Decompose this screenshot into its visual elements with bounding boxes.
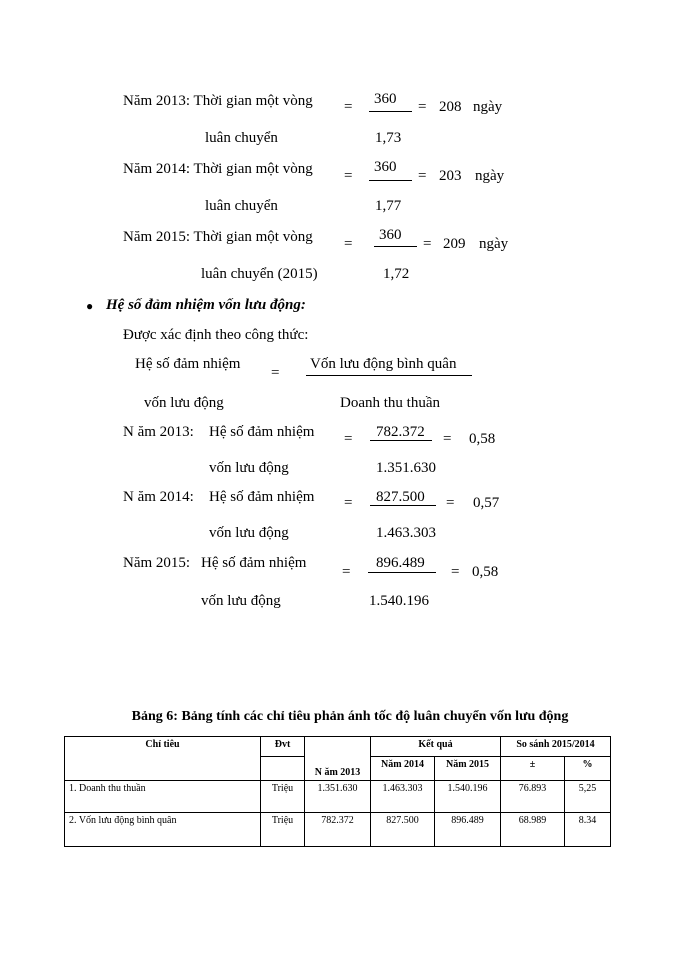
row-unit: Triệu [261, 813, 305, 847]
header-y2015: Năm 2015 [435, 757, 501, 781]
row-pct: 8.34 [565, 813, 611, 847]
turnover-label: Năm 2013: Thời gian một vòng [123, 93, 313, 109]
bullet-icon: ● [86, 299, 94, 313]
header-dvt: Đvt [261, 737, 305, 757]
row-unit: Triệu [261, 781, 305, 813]
row-y2014: 1.463.303 [371, 781, 435, 813]
equals-sign: = [418, 168, 427, 184]
fraction-bar [370, 440, 432, 441]
equals-sign: = [423, 236, 432, 252]
row-name: 1. Doanh thu thuần [65, 781, 261, 813]
row-name: 2. Vốn lưu động bình quân [65, 813, 261, 847]
header-pm: ± [501, 757, 565, 781]
fraction-bar [370, 505, 436, 506]
header-y2014: Năm 2014 [371, 757, 435, 781]
row-pct: 5,25 [565, 781, 611, 813]
result: 203 [439, 168, 462, 184]
row-y2014: 827.500 [371, 813, 435, 847]
fraction-bar [369, 180, 412, 181]
result: 208 [439, 99, 462, 115]
equals-sign: = [443, 431, 452, 447]
coef-label: Hệ số đảm nhiệm [201, 555, 307, 571]
row-diff: 68.989 [501, 813, 565, 847]
row-y2015: 896.489 [435, 813, 501, 847]
unit: ngày [479, 236, 509, 252]
denominator: 1.351.630 [376, 460, 436, 476]
formula-lhs-top: Hệ số đảm nhiệm [135, 356, 241, 372]
row-y2013: 1.351.630 [305, 781, 371, 813]
equals-sign: = [344, 236, 353, 252]
numerator: 896.489 [376, 555, 425, 571]
denominator: 1.463.303 [376, 525, 436, 541]
turnover-sub: luân chuyển [205, 130, 278, 146]
section-heading: Hệ số đảm nhiệm vốn lưu động: [106, 297, 306, 313]
formula-lhs-bottom: vốn lưu động [144, 395, 224, 411]
denominator: 1,72 [383, 266, 410, 282]
equals-sign: = [342, 564, 351, 580]
coef-label: Hệ số đảm nhiệm [209, 424, 315, 440]
formula-denominator: Doanh thu thuần [340, 395, 440, 411]
equals-sign: = [446, 495, 455, 511]
equals-sign: = [451, 564, 460, 580]
denominator: 1,73 [375, 130, 402, 146]
coef-year: N ăm 2014: [123, 489, 194, 505]
header-chitieu: Chỉ tiêu [65, 737, 261, 781]
coef-year: Năm 2015: [123, 555, 191, 571]
numerator: 360 [374, 91, 397, 107]
header-pct: % [565, 757, 611, 781]
equals-sign: = [344, 168, 353, 184]
unit: ngày [473, 99, 503, 115]
fraction-bar [374, 246, 417, 247]
header-ketqua: Kết quả [371, 737, 501, 757]
equals-sign: = [271, 365, 280, 381]
table-row [65, 813, 611, 847]
equals-sign: = [418, 99, 427, 115]
coef-sub: vốn lưu động [209, 460, 289, 476]
fraction-bar [306, 375, 472, 376]
table-caption: Bảng 6: Bảng tính các chỉ tiêu phản ánh tốc độ luân chuyển vốn lưu động [131, 709, 569, 724]
turnover-sub: luân chuyển (2015) [201, 266, 318, 282]
turnover-label: Năm 2014: Thời gian một vòng [123, 161, 313, 177]
coef-sub: vốn lưu động [209, 525, 289, 541]
fraction-bar [368, 572, 436, 573]
row-y2015: 1.540.196 [435, 781, 501, 813]
numerator: 360 [374, 159, 397, 175]
numerator: 360 [379, 227, 402, 243]
denominator: 1,77 [375, 198, 402, 214]
numerator: 782.372 [376, 424, 425, 440]
fraction-bar [369, 111, 412, 112]
equals-sign: = [344, 431, 353, 447]
header-y2013: N ăm 2013 [305, 737, 371, 781]
numerator: 827.500 [376, 489, 425, 505]
equals-sign: = [344, 495, 353, 511]
unit: ngày [475, 168, 505, 184]
coef-year: N ăm 2013: [123, 424, 194, 440]
intro-text: Được xác định theo công thức: [123, 327, 309, 343]
turnover-label: Năm 2015: Thời gian một vòng [123, 229, 313, 245]
table-row [65, 781, 611, 813]
coef-label: Hệ số đảm nhiệm [209, 489, 315, 505]
result: 0,58 [469, 431, 496, 447]
formula-numerator: Vốn lưu động bình quân [310, 356, 457, 372]
equals-sign: = [344, 99, 353, 115]
coef-sub: vốn lưu động [201, 593, 281, 609]
header-dvt-empty [261, 757, 305, 781]
denominator: 1.540.196 [369, 593, 429, 609]
header-sosanh: So sánh 2015/2014 [501, 737, 611, 757]
result: 209 [443, 236, 466, 252]
turnover-table [64, 736, 611, 847]
turnover-sub: luân chuyển [205, 198, 278, 214]
result: 0,57 [473, 495, 500, 511]
row-diff: 76.893 [501, 781, 565, 813]
result: 0,58 [472, 564, 499, 580]
row-y2013: 782.372 [305, 813, 371, 847]
